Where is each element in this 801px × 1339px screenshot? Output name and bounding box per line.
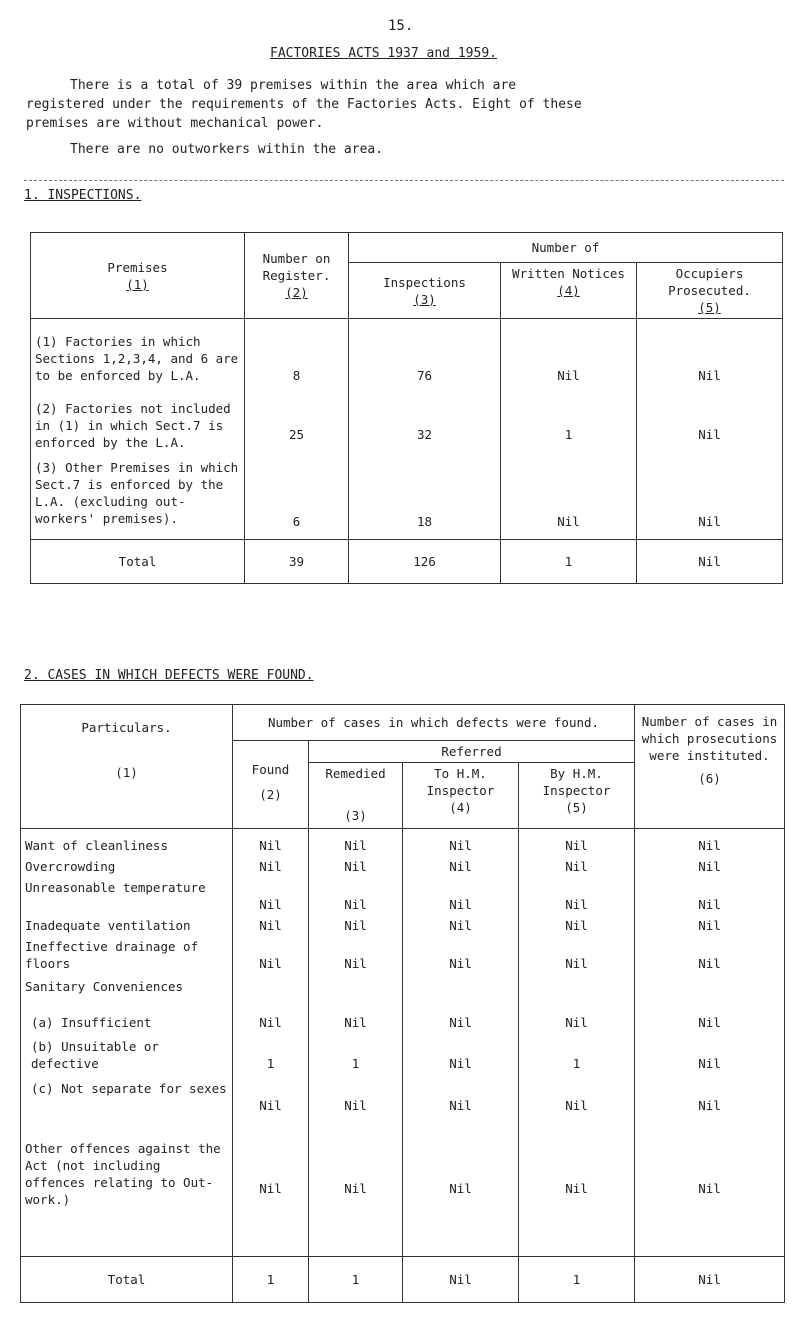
table-row (21, 1138, 785, 1256)
defects-table (20, 704, 785, 1303)
referred-header: Referred (309, 741, 635, 763)
section1-title: 1. INSPECTIONS. (24, 188, 142, 203)
prosecutions-value: Nil (635, 877, 785, 915)
table-row (31, 453, 783, 539)
occupiers-header: Occupiers Prosecuted. (5) (637, 263, 783, 319)
remedied-value: Nil (309, 829, 403, 857)
total-by-hm: 1 (519, 1256, 635, 1302)
total-to-hm: Nil (403, 1256, 519, 1302)
table-row (21, 976, 785, 1012)
to-hm-value: Nil (403, 915, 519, 936)
by-hm-header: By H.M. Inspector (5) (519, 763, 635, 829)
notices-value: Nil (501, 319, 637, 387)
total-prosecutions: Nil (635, 1256, 785, 1302)
remedied-value: Nil (309, 1138, 403, 1256)
row-label: (1) Factories in which Sections 1,2,3,4, and 6 are to be enforced by L.A. (31, 319, 245, 387)
row-label: (3) Other Premises in which Sect.7 is enforced by the L.A. (excluding out-workers' premises). (31, 453, 245, 539)
row-label: Unreasonable temperature (21, 877, 233, 915)
total-found: 1 (233, 1256, 309, 1302)
found-value: Nil (233, 1078, 309, 1138)
table-row (21, 1036, 785, 1078)
register-value: 8 (245, 319, 349, 387)
total-remedied: 1 (309, 1256, 403, 1302)
prosecutions-header: Number of cases in which prosecutions were instituted. (6) (635, 705, 785, 829)
prosecutions-value (635, 976, 785, 1012)
by-hm-value: Nil (519, 915, 635, 936)
intro-line-4: There are no outworkers within the area. (70, 142, 384, 157)
row-label: Want of cleanliness (21, 829, 233, 857)
table-row (21, 877, 785, 915)
total-register: 39 (245, 539, 349, 583)
inspections-value: 32 (349, 386, 501, 453)
intro-line-2: registered under the requirements of the Factories Acts. Eight of these (26, 97, 582, 112)
page-number: 15. (388, 18, 414, 34)
found-value: Nil (233, 1138, 309, 1256)
to-hm-value: Nil (403, 829, 519, 857)
prosecutions-value: Nil (635, 936, 785, 976)
found-value (233, 976, 309, 1012)
row-label: Overcrowding (21, 856, 233, 877)
table-row (21, 1012, 785, 1036)
prosecutions-value: Nil (635, 856, 785, 877)
prosecutions-value: Nil (635, 829, 785, 857)
remedied-value (309, 976, 403, 1012)
row-label: Other offences against the Act (not including offences relating to Out-work.) (21, 1138, 233, 1256)
found-value: 1 (233, 1036, 309, 1078)
by-hm-value: Nil (519, 1138, 635, 1256)
found-value: Nil (233, 877, 309, 915)
number-cases-header: Number of cases in which defects were found. (233, 705, 635, 741)
register-value: 6 (245, 453, 349, 539)
row-label: Ineffective drainage of floors (21, 936, 233, 976)
prosecutions-value: Nil (635, 915, 785, 936)
found-header: Found (2) (233, 741, 309, 829)
remedied-header: Remedied (3) (309, 763, 403, 829)
row-label: Sanitary Conveniences (21, 976, 233, 1012)
table-row (21, 829, 785, 857)
to-hm-value: Nil (403, 1036, 519, 1078)
register-value: 25 (245, 386, 349, 453)
prosecutions-value: Nil (635, 1138, 785, 1256)
row-label: (b) Unsuitable or defective (21, 1036, 233, 1078)
remedied-value: Nil (309, 877, 403, 915)
inspections-table (30, 232, 783, 584)
inspections-value: 18 (349, 453, 501, 539)
prosecuted-value: Nil (637, 386, 783, 453)
total-label: Total (31, 539, 245, 583)
number-of-header: Number of (349, 233, 783, 263)
by-hm-value: Nil (519, 936, 635, 976)
row-label: (a) Insufficient (21, 1012, 233, 1036)
inspections-value: 76 (349, 319, 501, 387)
remedied-value: Nil (309, 1078, 403, 1138)
found-value: Nil (233, 856, 309, 877)
by-hm-value: 1 (519, 1036, 635, 1078)
by-hm-value: Nil (519, 1078, 635, 1138)
to-hm-value: Nil (403, 856, 519, 877)
total-inspections: 126 (349, 539, 501, 583)
by-hm-value: Nil (519, 829, 635, 857)
prosecuted-value: Nil (637, 453, 783, 539)
table-row (31, 386, 783, 453)
to-hm-value: Nil (403, 1078, 519, 1138)
table-row (21, 915, 785, 936)
found-value: Nil (233, 829, 309, 857)
notices-header: Written Notices (4) (501, 263, 637, 319)
divider (24, 180, 784, 181)
table-row (21, 1078, 785, 1138)
by-hm-value (519, 976, 635, 1012)
row-label: (c) Not separate for sexes (21, 1078, 233, 1138)
found-value: Nil (233, 936, 309, 976)
total-row (31, 539, 783, 583)
remedied-value: Nil (309, 936, 403, 976)
particulars-header: Particulars. (1) (21, 705, 233, 829)
page-heading: FACTORIES ACTS 1937 and 1959. (270, 46, 497, 61)
to-hm-value: Nil (403, 877, 519, 915)
table-row (21, 936, 785, 976)
total-label: Total (21, 1256, 233, 1302)
total-row (21, 1256, 785, 1302)
by-hm-value: Nil (519, 856, 635, 877)
to-hm-value: Nil (403, 1012, 519, 1036)
prosecutions-value: Nil (635, 1036, 785, 1078)
to-hm-value: Nil (403, 936, 519, 976)
intro-line-3: premises are without mechanical power. (26, 116, 324, 131)
total-prosecuted: Nil (637, 539, 783, 583)
found-value: Nil (233, 1012, 309, 1036)
prosecutions-value: Nil (635, 1078, 785, 1138)
intro-line-1: There is a total of 39 premises within the area which are (70, 78, 517, 93)
register-header: Number on Register. (2) (245, 233, 349, 319)
remedied-value: Nil (309, 1012, 403, 1036)
row-label: Inadequate ventilation (21, 915, 233, 936)
premises-header: Premises (1) (31, 233, 245, 319)
to-hm-value: Nil (403, 1138, 519, 1256)
prosecuted-value: Nil (637, 319, 783, 387)
table-row (31, 319, 783, 387)
table-row (21, 856, 785, 877)
notices-value: 1 (501, 386, 637, 453)
remedied-value: Nil (309, 915, 403, 936)
to-hm-header: To H.M. Inspector (4) (403, 763, 519, 829)
by-hm-value: Nil (519, 1012, 635, 1036)
remedied-value: Nil (309, 856, 403, 877)
row-label: (2) Factories not included in (1) in which Sect.7 is enforced by the L.A. (31, 386, 245, 453)
section2-title: 2. CASES IN WHICH DEFECTS WERE FOUND. (24, 668, 314, 683)
inspections-header: Inspections (3) (349, 263, 501, 319)
notices-value: Nil (501, 453, 637, 539)
prosecutions-value: Nil (635, 1012, 785, 1036)
total-notices: 1 (501, 539, 637, 583)
found-value: Nil (233, 915, 309, 936)
by-hm-value: Nil (519, 877, 635, 915)
remedied-value: 1 (309, 1036, 403, 1078)
to-hm-value (403, 976, 519, 1012)
